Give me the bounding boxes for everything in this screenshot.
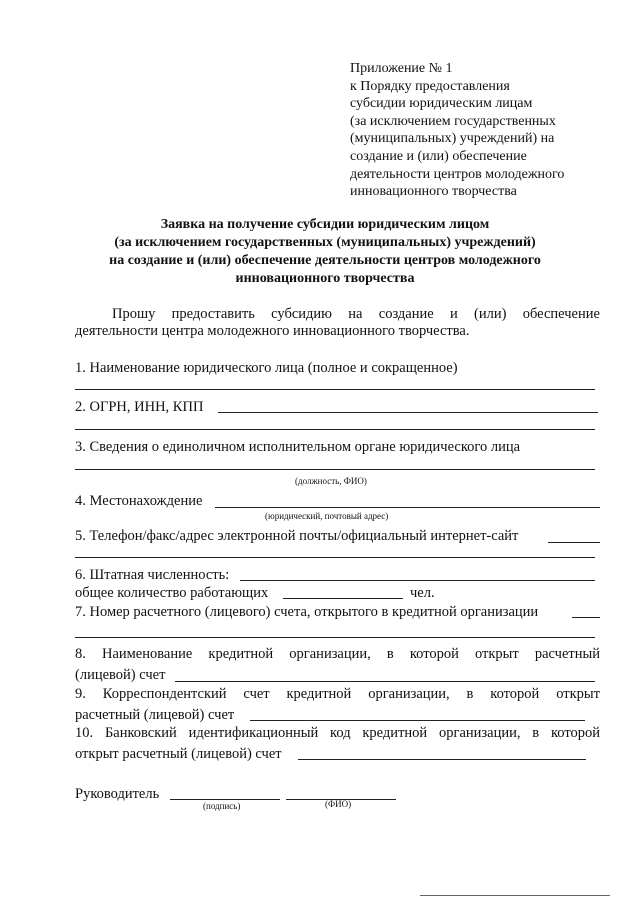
field-9-word: открыт bbox=[556, 686, 600, 702]
field-2-line-extra[interactable] bbox=[75, 429, 595, 430]
field-10-line[interactable] bbox=[298, 759, 586, 760]
field-8-label bbox=[75, 645, 600, 663]
field-8-word: в bbox=[386, 646, 394, 662]
document-title bbox=[60, 216, 590, 288]
field-3-label: 3. Сведения о единоличном исполнительном органе юридического лица bbox=[75, 439, 521, 455]
field-10-word: Банковский bbox=[104, 725, 177, 741]
field-1-label: 1. Наименование юридического лица (полное и сокращенное) bbox=[75, 360, 458, 376]
field-5-label: 5. Телефон/факс/адрес электронной почты/официальный интернет-сайт bbox=[75, 528, 519, 544]
intro-word: обеспечение bbox=[522, 306, 600, 322]
field-6b-label: общее количество работающих bbox=[75, 585, 269, 601]
intro-line-1 bbox=[112, 305, 600, 323]
page-edge-line bbox=[420, 895, 610, 896]
field-6b-unit: чел. bbox=[410, 585, 435, 601]
field-9-word: счет bbox=[243, 686, 270, 702]
appendix-line: деятельности центров молодежного bbox=[350, 166, 565, 182]
field-9-word: Корреспондентский bbox=[102, 686, 227, 702]
intro-line-2: деятельности центра молодежного инновационного творчества. bbox=[75, 323, 470, 339]
intro-word: субсидию bbox=[271, 306, 332, 322]
field-8-word: которой bbox=[409, 646, 459, 662]
field-6-label: 6. Штатная численность: bbox=[75, 567, 230, 583]
field-10b-label: открыт расчетный (лицевой) счет bbox=[75, 746, 282, 762]
field-10-label bbox=[75, 724, 600, 742]
field-8-word: 8. bbox=[75, 646, 86, 662]
field-9-word: которой bbox=[490, 686, 540, 702]
appendix-line: (за исключением государственных bbox=[350, 113, 556, 129]
field-9-word: кредитной bbox=[286, 686, 352, 702]
appendix-line: Приложение № 1 bbox=[350, 61, 453, 76]
field-10-word: идентификационный bbox=[188, 725, 319, 741]
appendix-line: субсидии юридическим лицам bbox=[350, 96, 533, 112]
title-line: инновационного творчества bbox=[235, 271, 415, 286]
field-9-word: организации, bbox=[368, 686, 450, 702]
field-8-word: Наименование bbox=[101, 646, 193, 662]
title-line: (за исключением государственных (муниципальных) учреждений) bbox=[114, 235, 536, 250]
intro-word: создание bbox=[378, 306, 434, 322]
appendix-line: к Порядку предоставления bbox=[350, 78, 510, 94]
appendix-block bbox=[350, 60, 610, 201]
field-10-word: организации, bbox=[439, 725, 521, 741]
field-8-word: расчетный bbox=[534, 646, 600, 662]
name-hint: (ФИО) bbox=[325, 799, 352, 809]
field-8-word: организации, bbox=[289, 646, 371, 662]
field-7-label: 7. Номер расчетного (лицевого) счета, открытого в кредитной организации bbox=[75, 604, 539, 620]
field-4-label: 4. Местонахождение bbox=[75, 493, 203, 509]
signature-label: Руководитель bbox=[75, 786, 160, 802]
field-9b-label: расчетный (лицевой) счет bbox=[75, 707, 235, 723]
field-5-line-extra[interactable] bbox=[75, 557, 595, 558]
field-8b-label: (лицевой) счет bbox=[75, 667, 166, 683]
field-10-word: 10. bbox=[75, 725, 94, 741]
field-10-word: кредитной bbox=[362, 725, 428, 741]
field-6-line[interactable] bbox=[240, 580, 595, 581]
field-9-word: в bbox=[466, 686, 474, 702]
field-10-word: код bbox=[330, 725, 351, 741]
field-4-line[interactable] bbox=[215, 507, 600, 508]
field-6b-line[interactable] bbox=[283, 598, 403, 599]
intro-word: предоставить bbox=[171, 306, 255, 322]
field-8-word: открыт bbox=[474, 646, 519, 662]
field-9-line[interactable] bbox=[250, 720, 585, 721]
field-2-label: 2. ОГРН, ИНН, КПП bbox=[75, 399, 204, 415]
field-9-word: 9. bbox=[75, 686, 86, 702]
field-1-line[interactable] bbox=[75, 389, 595, 390]
field-5-line[interactable] bbox=[548, 542, 600, 543]
title-line: Заявка на получение субсидии юридическим лицом bbox=[160, 217, 490, 232]
field-3-hint: (должность, ФИО) bbox=[295, 476, 367, 486]
field-3-line[interactable] bbox=[75, 469, 595, 470]
appendix-line: создание и (или) обеспечение bbox=[350, 148, 527, 164]
field-10-word: которой bbox=[550, 725, 600, 741]
signature-hint: (подпись) bbox=[203, 801, 241, 811]
field-7-line[interactable] bbox=[572, 617, 600, 618]
appendix-line: (муниципальных) учреждений) на bbox=[350, 131, 555, 147]
appendix-line: инновационного творчества bbox=[350, 184, 517, 200]
field-8-word: кредитной bbox=[208, 646, 274, 662]
field-10-word: в bbox=[532, 725, 540, 741]
title-line: на создание и (или) обеспечение деятельности центров молодежного bbox=[109, 253, 541, 268]
intro-word: на bbox=[348, 306, 363, 322]
signature-line[interactable] bbox=[170, 799, 280, 800]
field-9-label bbox=[75, 685, 600, 703]
intro-word: и bbox=[449, 306, 458, 322]
intro-word: Прошу bbox=[112, 306, 156, 322]
field-2-line[interactable] bbox=[218, 412, 598, 413]
field-7-line-extra[interactable] bbox=[75, 637, 595, 638]
field-4-hint: (юридический, почтовый адрес) bbox=[265, 511, 389, 521]
field-8-line[interactable] bbox=[175, 681, 595, 682]
intro-word: (или) bbox=[474, 306, 507, 322]
